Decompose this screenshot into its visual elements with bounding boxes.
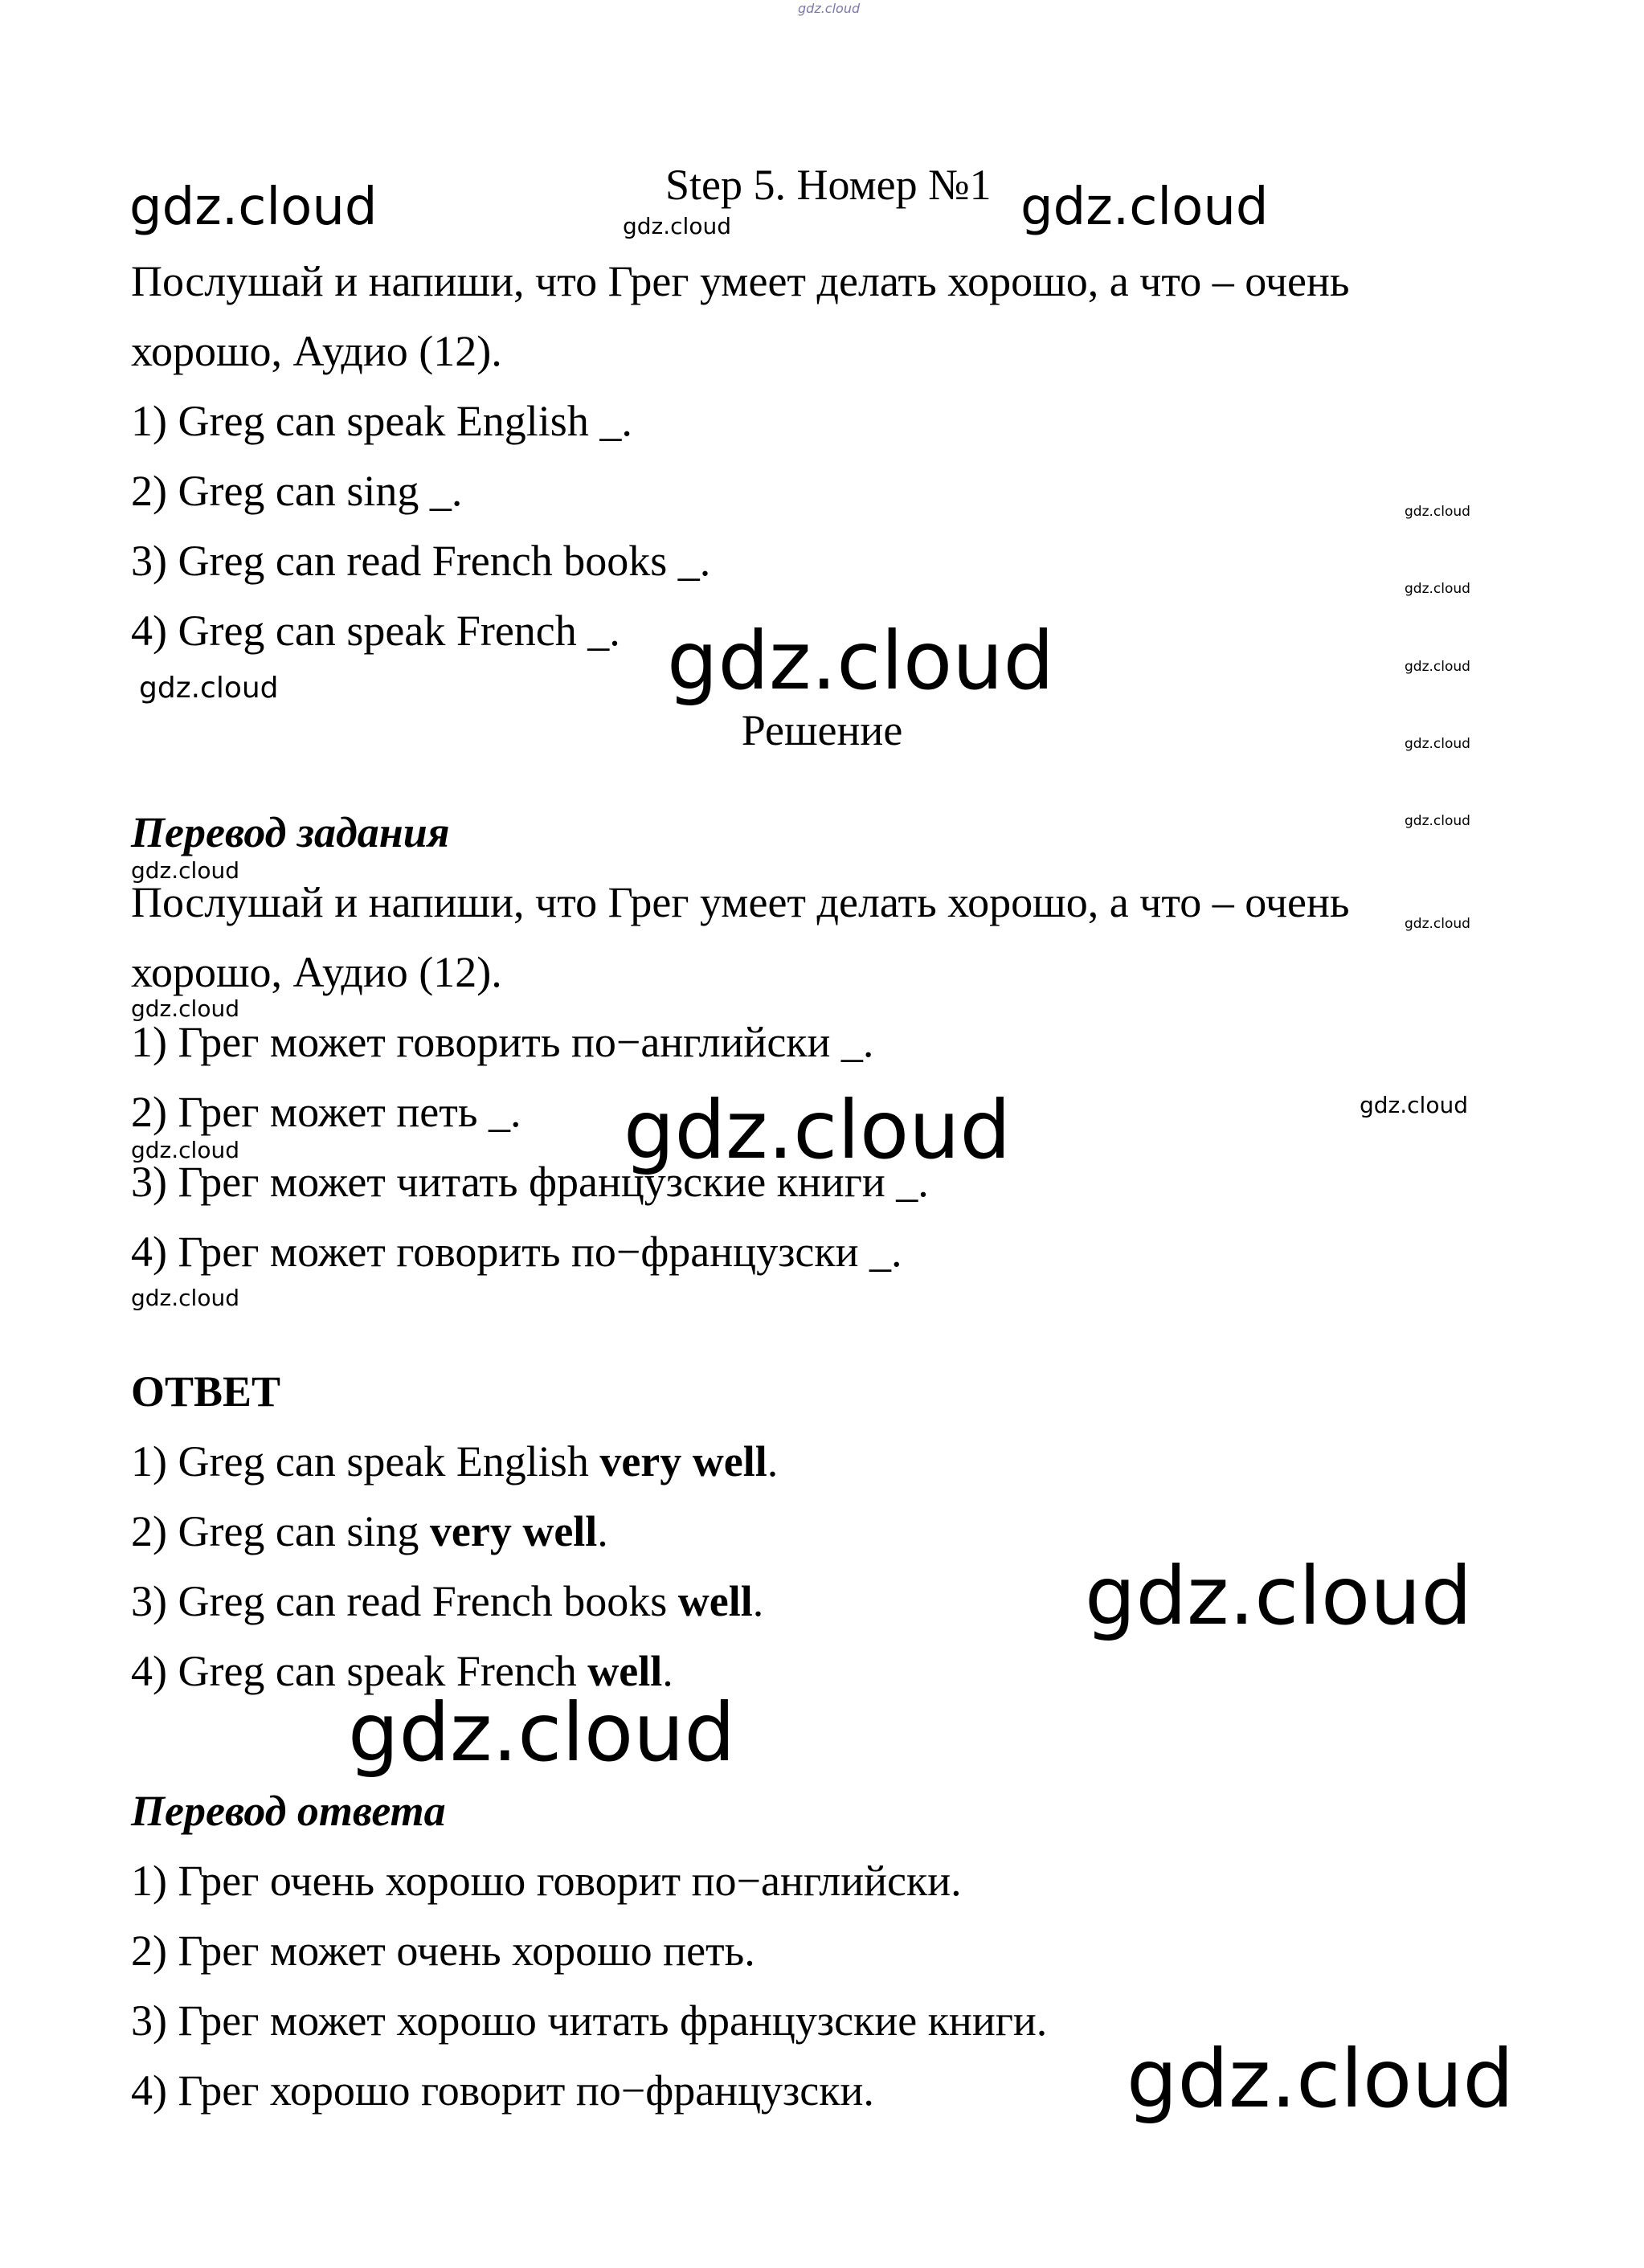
watermark-large-1: gdz.cloud — [667, 614, 1055, 708]
answer-translation-heading: Перевод ответа — [131, 1787, 446, 1835]
watermark-large-5: gdz.cloud — [1127, 2032, 1515, 2126]
answer-item-2-bold: very well — [429, 1507, 598, 1555]
answer-item-1-prefix: 1) Greg can speak English — [131, 1437, 600, 1485]
watermark-side-3: gdz.cloud — [1405, 659, 1470, 675]
answer-translation-item-1: 1) Грег очень хорошо говорит по−английски. — [131, 1857, 962, 1905]
task-item-4: 4) Greg can speak French _. — [131, 607, 620, 655]
answer-item-3-prefix: 3) Greg can read French books — [131, 1577, 678, 1625]
watermark-medium-1: gdz.cloud — [139, 672, 279, 705]
answer-item-4-bold: well — [587, 1647, 663, 1695]
answer-item-1-suffix: . — [767, 1437, 779, 1485]
watermark-large-3: gdz.cloud — [1085, 1549, 1473, 1643]
watermark-side-5: gdz.cloud — [1405, 813, 1470, 829]
task-translation-item-1: 1) Грег может говорить по−английски _. — [131, 1018, 874, 1066]
answer-item-2-prefix: 2) Greg can sing — [131, 1507, 430, 1555]
watermark-side-4: gdz.cloud — [1405, 736, 1470, 752]
watermark-large-4: gdz.cloud — [348, 1686, 736, 1780]
task-translation-item-3: 3) Грег может читать французские книги _. — [131, 1158, 929, 1206]
watermark-side-1: gdz.cloud — [1405, 504, 1470, 520]
answer-item-2 — [131, 1506, 608, 1557]
answer-translation-item-4: 4) Грег хорошо говорит по−французски. — [131, 2066, 874, 2115]
task-translation-item-4: 4) Грег может говорить по−французски _. — [131, 1228, 902, 1276]
answer-item-1 — [131, 1436, 778, 1487]
watermark-small-2: gdz.cloud — [131, 995, 239, 1022]
watermark-small-1: gdz.cloud — [131, 857, 239, 884]
task-translation-line1: Послушай и напиши, что Грег умеет делать хорошо, а что – очень — [131, 878, 1350, 926]
task-instruction-line2: хорошо, Аудио (12). — [131, 327, 502, 375]
answer-item-4-prefix: 4) Greg can speak French — [131, 1647, 588, 1695]
watermark-top: gdz.cloud — [798, 1, 861, 16]
answer-translation-item-3: 3) Грег может хорошо читать французские книги. — [131, 1996, 1048, 2045]
watermark-small-5: gdz.cloud — [131, 1285, 239, 1311]
watermark-side-6: gdz.cloud — [1405, 916, 1470, 932]
page-title: Step 5. Номер №1 — [665, 161, 992, 209]
watermark-small-4: gdz.cloud — [131, 1137, 239, 1163]
watermark-small-3: gdz.cloud — [1360, 1092, 1468, 1118]
task-item-2: 2) Greg can sing _. — [131, 467, 463, 515]
solution-label: Решение — [741, 706, 903, 754]
task-instruction-line1: Послушай и напиши, что Грег умеет делать хорошо, а что – очень — [131, 257, 1350, 305]
watermark-header-right: gdz.cloud — [1020, 178, 1269, 237]
answer-translation-item-2: 2) Грег может очень хорошо петь. — [131, 1927, 755, 1975]
answer-item-3-suffix: . — [752, 1577, 764, 1625]
task-translation-heading: Перевод задания — [131, 808, 450, 856]
answer-item-3-bold: well — [677, 1577, 753, 1625]
answer-item-4 — [131, 1645, 673, 1697]
watermark-header-left: gdz.cloud — [129, 178, 378, 237]
answer-heading: ОТВЕТ — [131, 1367, 281, 1416]
answer-item-3 — [131, 1575, 763, 1627]
task-translation-line2: хорошо, Аудио (12). — [131, 948, 502, 996]
task-item-3: 3) Greg can read French books _. — [131, 537, 711, 585]
answer-item-2-suffix: . — [597, 1507, 608, 1555]
answer-item-1-bold: very well — [599, 1437, 767, 1485]
task-translation-item-2: 2) Грег может петь _. — [131, 1088, 521, 1136]
watermark-side-2: gdz.cloud — [1405, 581, 1470, 597]
watermark-large-2: gdz.cloud — [624, 1083, 1012, 1177]
task-item-1: 1) Greg can speak English _. — [131, 397, 632, 445]
watermark-header-small: gdz.cloud — [623, 213, 731, 239]
answer-item-4-suffix: . — [662, 1647, 673, 1695]
